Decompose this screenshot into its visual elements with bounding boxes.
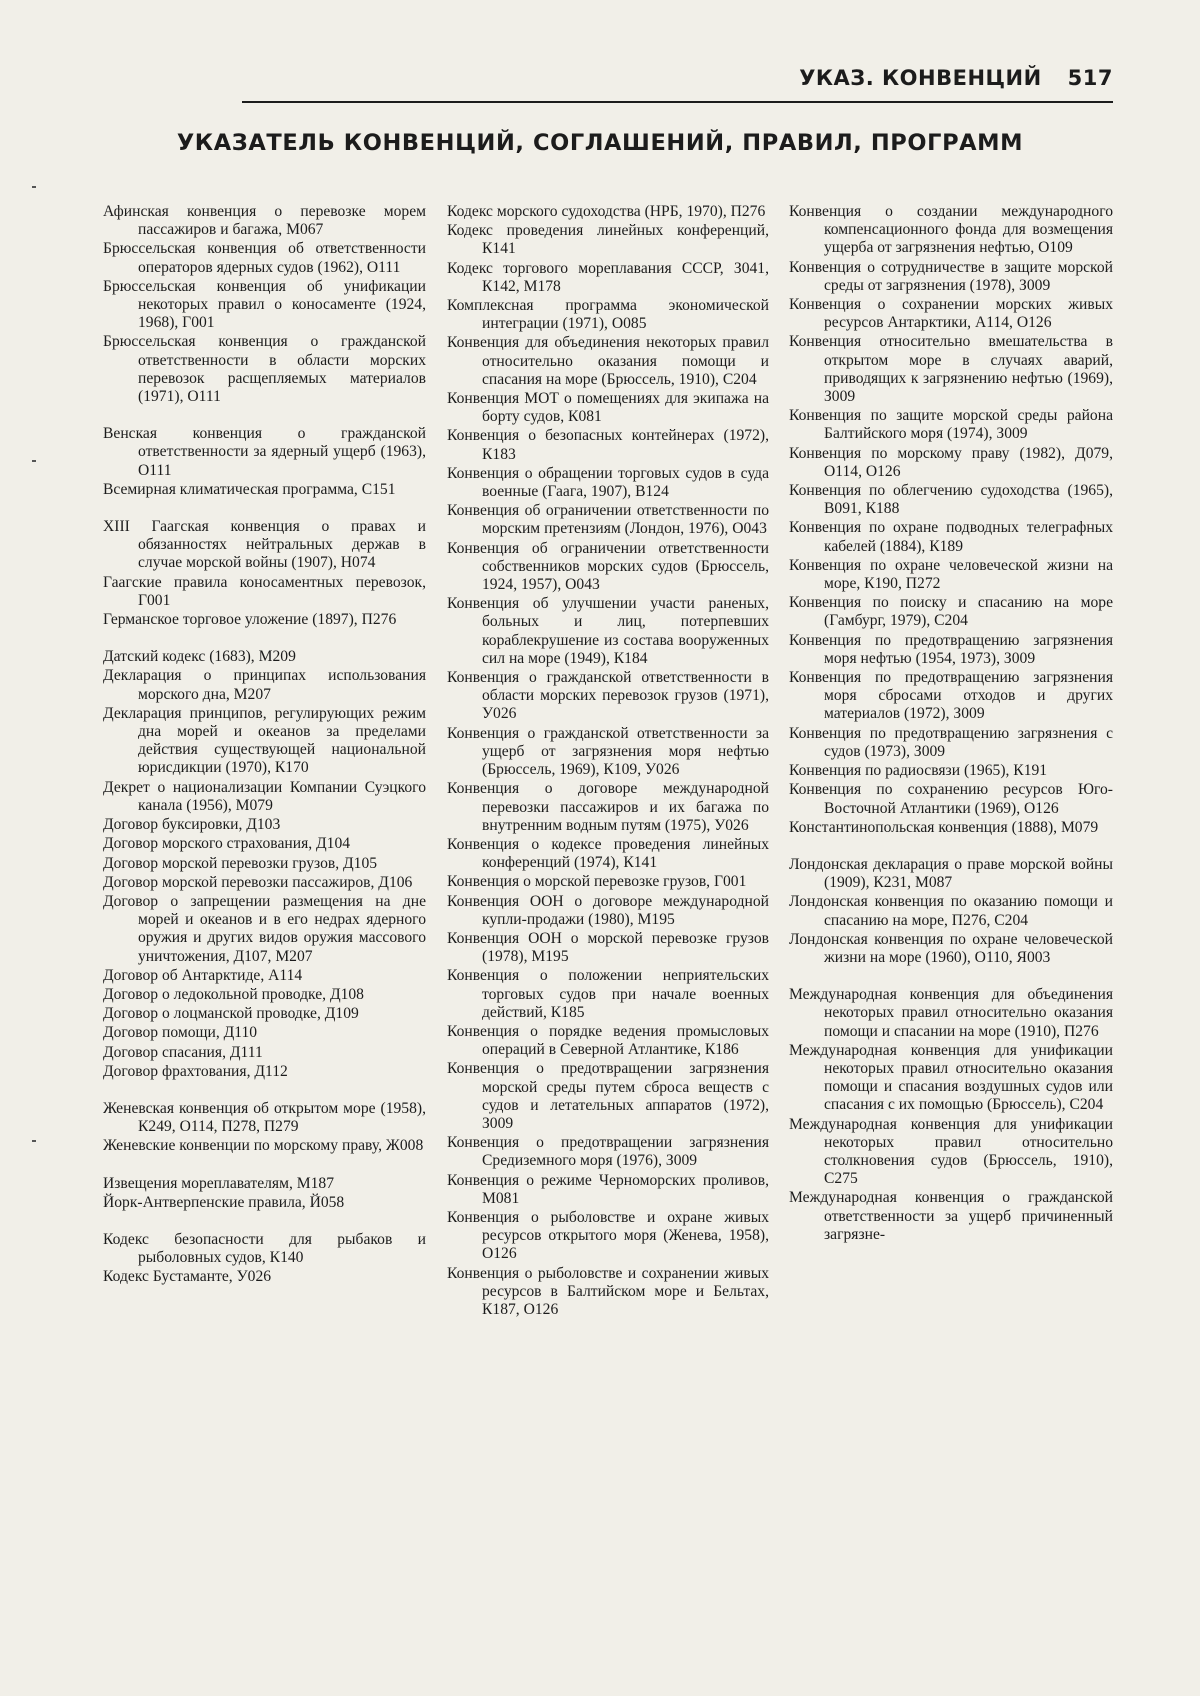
margin-mark: [32, 460, 36, 462]
index-column-1: [103, 203, 426, 1288]
index-column-2: [447, 203, 769, 1320]
index-entry: Конвенция о режиме Черноморских проливов, М081: [447, 1171, 769, 1207]
header-rule: [242, 101, 1113, 103]
index-entry: Договор помощи, Д110: [103, 1024, 258, 1042]
index-entry: Конвенция о сохранении морских живых ресурсов Антарктики, А114, О126: [789, 296, 1113, 332]
index-entry: Договор морской перевозки грузов, Д105: [103, 854, 378, 872]
index-entry: Конвенция МОТ о помещениях для экипажа на борту судов, К081: [447, 390, 769, 426]
index-entry: Конвенция о предотвращении загрязнения Средиземного моря (1976), З009: [447, 1134, 769, 1170]
index-entry: Конвенция о гражданской ответственности в области морских перевозок грузов (1971), У026: [447, 669, 769, 723]
letter-group-gap: [103, 1213, 426, 1231]
index-entry: Конвенция об ограничении ответственности собственников морских судов (Брюссель, 1924, 1957), О043: [447, 539, 769, 594]
index-entry: Договор о запрещении размещения на дне морей и океанов и в его недрах ядерного оружия и других видов оружия массового уничтожения, Д107, М207: [103, 892, 426, 965]
index-entry: Кодекс безопасности для рыбаков и рыболовных судов, К140: [103, 1230, 426, 1267]
index-entry: Лондонская конвенция по оказанию помощи и спасанию на море, П276, С204: [789, 893, 1113, 929]
index-entry: Договор о ледокольной проводке, Д108: [103, 985, 364, 1003]
running-title: УКАЗ. КОНВЕНЦИЙ: [799, 66, 1042, 90]
index-entry: Декларация о принципах использования морского дна, М207: [103, 667, 426, 703]
index-entry: Всемирная климатическая программа, С151: [103, 480, 396, 498]
index-entry: Лондонская конвенция по охране человеческой жизни на море (1960), О110, Я003: [789, 930, 1113, 966]
index-column-3: [789, 203, 1113, 1245]
index-entry: Конвенция для объединения некоторых правил относительно оказания помощи и спасания на море (Брюссель, 1910), С204: [447, 334, 769, 388]
index-entry: Женевские конвенции по морскому праву, Ж008: [103, 1137, 424, 1155]
margin-mark: [32, 1140, 36, 1142]
index-entry: Декларация принципов, регулирующих режим дна морей и океанов за пределами действия существующей национальной юрисдикции (1970), К170: [103, 704, 426, 777]
index-entry: Германское торговое уложение (1897), П276: [103, 611, 397, 629]
index-title: УКАЗАТЕЛЬ КОНВЕНЦИЙ, СОГЛАШЕНИЙ, ПРАВИЛ, ПРОГРАММ: [176, 130, 1024, 156]
index-entry: Датский кодекс (1683), М209: [103, 648, 296, 666]
letter-group-gap: [789, 968, 1113, 986]
index-entry: Конвенция ООН о морской перевозке грузов (1978), М195: [447, 929, 769, 966]
index-entry: Брюссельская конвенция о гражданской ответственности в области морских перевозок расщепляемых материалов (1971), О111: [103, 333, 426, 406]
index-entry: Международная конвенция для унификации некоторых правил относительно оказания помощи и спасания воздушных судов или спасания с их помощью (Брюссель), С204: [789, 1041, 1113, 1114]
index-entry: Йорк-Антверпенские правила, Й058: [103, 1193, 345, 1211]
index-entry: Конвенция о сотрудничестве в защите морской среды от загрязнения (1978), З009: [789, 258, 1113, 294]
index-entry: Извещения мореплавателям, М187: [103, 1174, 335, 1192]
index-entry: Конвенция о обращении торговых судов в суда военные (Гаага, 1907), В124: [447, 464, 769, 501]
index-entry: Конвенция о гражданской ответственности за ущерб от загрязнения моря нефтью (Брюссель, 1969), К109, У026: [447, 724, 769, 779]
page-number: 517: [1067, 66, 1113, 90]
index-entry: Афинская конвенция о перевозке морем пассажиров и багажа, М067: [103, 203, 426, 239]
index-entry: Конвенция о положении неприятельских торговых судов при начале военных действий, К185: [447, 967, 769, 1021]
index-entry: Конвенция об ограничении ответственности по морским претензиям (Лондон, 1976), О043: [447, 502, 769, 538]
index-entry: Конвенция относительно вмешательства в открытом море в случаях аварий, приводящих к загрязнению нефтью (1969), З009: [789, 333, 1113, 406]
index-entry: XIII Гаагская конвенция о правах и обязанностях нейтральных держав в случае морской войны (1907), Н074: [103, 518, 426, 572]
index-entry: Конвенция о предотвращении загрязнения морской среды путем сброса веществ с судов и летательных аппаратов (1972), З009: [447, 1060, 769, 1132]
letter-group-gap: [103, 1157, 426, 1175]
index-entry: Договор морского страхования, Д104: [103, 835, 351, 853]
index-entry: Договор спасания, Д111: [103, 1043, 263, 1061]
index-entry: Конвенция по охране подводных телеграфных кабелей (1884), К189: [789, 519, 1113, 555]
letter-group-gap: [103, 630, 426, 648]
index-entry: Конвенция по морскому праву (1982), Д079, О114, О126: [789, 444, 1113, 480]
index-entry: Кодекс проведения линейных конференций, К141: [447, 222, 769, 258]
index-entry: Декрет о национализации Компании Суэцкого канала (1956), М079: [103, 778, 426, 814]
index-entry: Кодекс Бустаманте, У026: [103, 1268, 272, 1286]
index-entry: Конвенция по предотвращению загрязнения с судов (1973), З009: [789, 724, 1113, 760]
index-entry: Кодекс морского судоходства (НРБ, 1970), П276: [447, 203, 766, 220]
index-entry: Гаагские правила коносаментных перевозок, Г001: [103, 573, 426, 609]
index-entry: Комплексная программа экономической интеграции (1971), О085: [447, 297, 769, 333]
letter-group-gap: [789, 838, 1113, 856]
margin-mark: [32, 186, 36, 188]
index-entry: Договор буксировки, Д103: [103, 816, 281, 834]
index-entry: Брюссельская конвенция об унификации некоторых правил о коносаменте (1924, 1968), Г001: [103, 277, 426, 332]
index-entry: Договор морской перевозки пассажиров, Д106: [103, 873, 413, 891]
index-entry: Международная конвенция для унификации некоторых правил относительно столкновения судов (Брюссель, 1910), С275: [789, 1115, 1113, 1188]
index-entry: Конвенция об улучшении участи раненых, больных и лиц, потерпевших кораблекрушение из состава вооруженных сил на море (1949), К184: [447, 595, 769, 667]
index-entry: Конвенция по охране человеческой жизни на море, К190, П272: [789, 556, 1113, 593]
index-entry: Конвенция по защите морской среды района Балтийского моря (1974), З009: [789, 407, 1113, 443]
index-entry: Международная конвенция о гражданской ответственности за ущерб причиненный загрязне-: [789, 1189, 1113, 1243]
index-entry: Константинопольская конвенция (1888), М079: [789, 818, 1099, 836]
letter-group-gap: [103, 1082, 426, 1100]
letter-group-gap: [103, 500, 426, 518]
index-entry: Женевская конвенция об открытом море (1958), К249, О114, П278, П279: [103, 1099, 426, 1136]
index-entry: Конвенция по сохранению ресурсов Юго-Восточной Атлантики (1969), О126: [789, 781, 1113, 817]
index-entry: Конвенция по радиосвязи (1965), К191: [789, 762, 1048, 780]
index-entry: Договор о лоцманской проводке, Д109: [103, 1005, 359, 1023]
index-entry: Лондонская декларация о праве морской войны (1909), К231, М087: [789, 855, 1113, 892]
index-entry: Конвенция о рыболовстве и охране живых ресурсов открытого моря (Женева, 1958), О126: [447, 1208, 769, 1263]
index-entry: Конвенция ООН о договоре международной купли-продажи (1980), М195: [447, 892, 769, 928]
index-entry: Конвенция о рыболовстве и сохранении живых ресурсов в Балтийском море и Бельтах, К187, О126: [447, 1264, 769, 1318]
index-entry: Венская конвенция о гражданской ответственности за ядерный ущерб (1963), О111: [103, 425, 426, 479]
index-entry: Международная конвенция для объединения некоторых правил относительно оказания помощи и спасании на море (1910), П276: [789, 986, 1113, 1040]
index-entry: Конвенция о безопасных контейнерах (1972), К183: [447, 427, 769, 463]
letter-group-gap: [103, 407, 426, 425]
index-entry: Конвенция о создании международного компенсационного фонда для возмещения ущерба от загрязнения нефтью, О109: [789, 203, 1113, 257]
running-head: [0, 66, 1113, 90]
index-entry: Конвенция о морской перевозке грузов, Г001: [447, 873, 747, 891]
index-entry: Конвенция по предотвращению загрязнения моря сбросами отходов и других материалов (1972), З009: [789, 669, 1113, 723]
index-entry: Конвенция по облегчению судоходства (1965), В091, К188: [789, 482, 1113, 518]
index-entry: Конвенция о порядке ведения промысловых операций в Северной Атлантике, К186: [447, 1022, 769, 1059]
index-entry: Конвенция о договоре международной перевозки пассажиров и их багажа по внутренним водным путям (1975), У026: [447, 780, 769, 834]
index-entry: Конвенция по предотвращению загрязнения моря нефтью (1954, 1973), З009: [789, 631, 1113, 667]
index-entry: Договор об Антарктиде, А114: [103, 966, 303, 984]
index-entry: Конвенция по поиску и спасанию на море (Гамбург, 1979), С204: [789, 594, 1113, 630]
index-entry: Договор фрахтования, Д112: [103, 1062, 288, 1080]
index-entry: Кодекс торгового мореплавания СССР, З041, К142, М178: [447, 259, 769, 295]
index-entry: Брюссельская конвенция об ответственности операторов ядерных судов (1962), О111: [103, 240, 426, 276]
index-entry: Конвенция о кодексе проведения линейных конференций (1974), К141: [447, 835, 769, 872]
